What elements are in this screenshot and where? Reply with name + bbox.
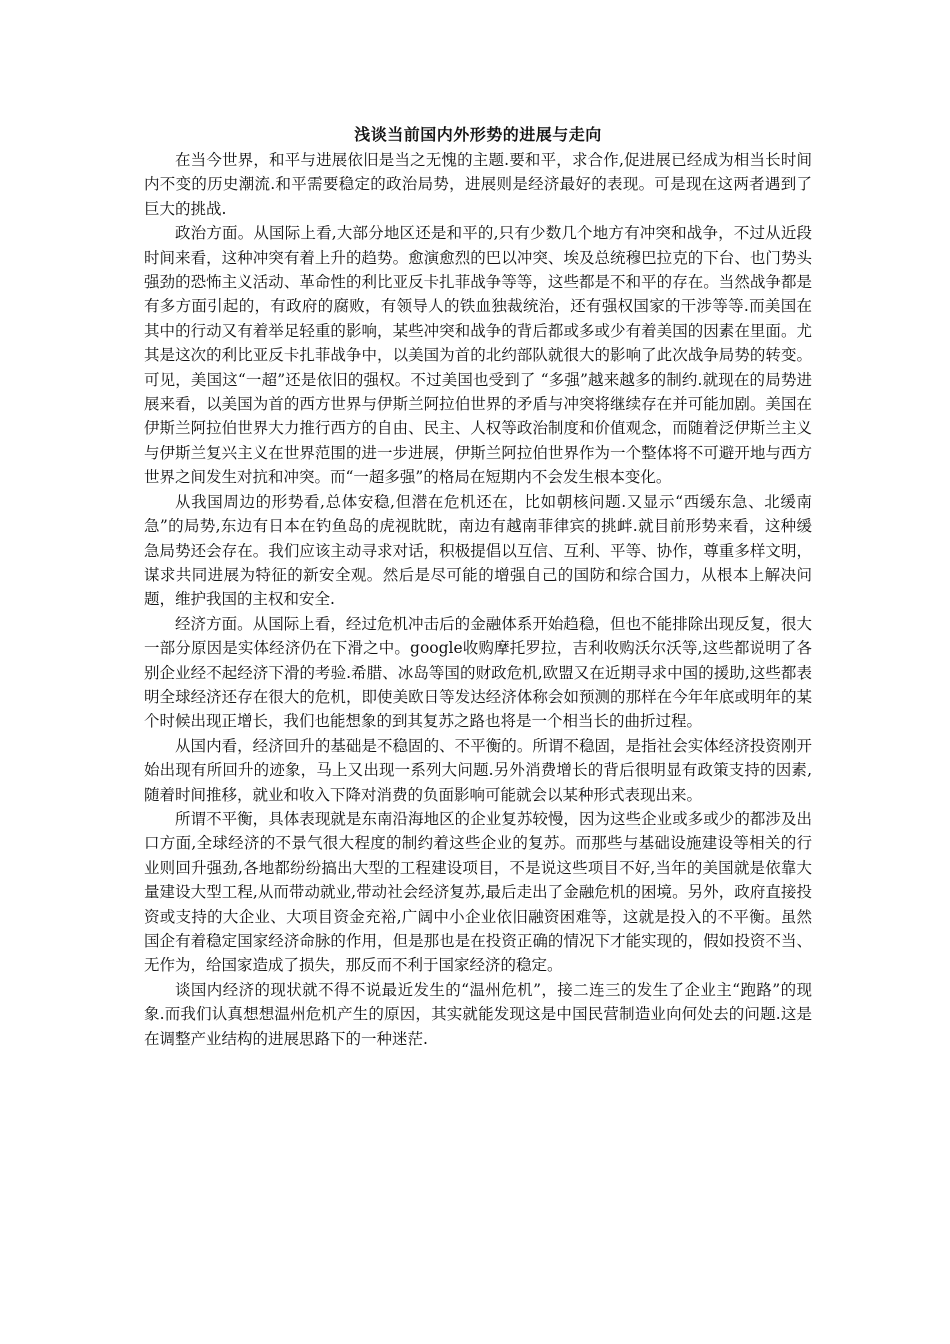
paragraph-intro: 在当今世界，和平与进展依旧是当之无愧的主题.要和平，求合作,促进展已经成为相当长时间内不变的历史潮流.和平需要稳定的政治局势，进展则是经济最好的表现。可是现在这两者遇到了巨大的挑战. xyxy=(144,151,812,218)
paragraph-economy-international: 经济方面。从国际上看，经过危机冲击后的金融体系开始趋稳，但也不能排除出现反复，很大一部分原因是实体经济仍在下滑之中。google收购摩托罗拉，吉利收购沃尔沃等,这些都说明了各别企业经不起经济下滑的考验.希腊、冰岛等国的财政危机,欧盟又在近期寻求中国的援助,这些都表明全球经济还存在很大的危机，即使美欧日等发达经济体称会如预测的那样在今年年底或明年的某个时候出现正增长，我们也能想象的到其复苏之路也将是一个相当长的曲折过程。 xyxy=(144,614,812,731)
paragraph-politics-international: 政治方面。从国际上看,大部分地区还是和平的,只有少数几个地方有冲突和战争，不过从近段时间来看，这种冲突有着上升的趋势。愈演愈烈的巴以冲突、埃及总统穆巴拉克的下台、也门势头强劲的恐怖主义活动、革命性的利比亚反卡扎菲战争等等，这些都是不和平的存在。当然战争都是有多方面引起的，有政府的腐败，有领导人的铁血独裁统治，还有强权国家的干涉等等.而美国在其中的行动又有着举足轻重的影响，某些冲突和战争的背后都或多或少有着美国的因素在里面。尤其是这次的利比亚反卡扎菲战争中，以美国为首的北约部队就很大的影响了此次战争局势的转变。可见，美国这“一超”还是依旧的强权。不过美国也受到了 “多强”越来越多的制约.就现在的局势进展来看，以美国为首的西方世界与伊斯兰阿拉伯世界的矛盾与冲突将继续存在并可能加剧。美国在伊斯兰阿拉伯世界大力推行西方的自由、民主、人权等政治制度和价值观念，而随着泛伊斯兰主义与伊斯兰复兴主义在世界范围的进一步进展，伊斯兰阿拉伯世界作为一个整体将不可避开地与西方世界之间发生对抗和冲突。而“一超多强”的格局在短期内不会发生根本变化。 xyxy=(144,224,812,487)
document-title: 浅谈当前国内外形势的进展与走向 xyxy=(354,125,602,144)
paragraph-imbalance: 所谓不平衡，具体表现就是东南沿海地区的企业复苏较慢，因为这些企业或多或少的都涉及出口方面,全球经济的不景气很大程度的制约着这些企业的复苏。而那些与基础设施建设等相关的行业则回升强劲,各地都纷纷搞出大型的工程建设项目，不是说这些项目不好,当年的美国就是依靠大量建设大型工程,从而带动就业,带动社会经济复苏,最后走出了金融危机的困境。另外，政府直接投资或支持的大企业、大项目资金充裕,广阔中小企业依旧融资困难等，这就是投入的不平衡。虽然国企有着稳定国家经济命脉的作用，但是那也是在投资正确的情况下才能实现的，假如投资不当、无作为，给国家造成了损失，那反而不利于国家经济的稳定。 xyxy=(144,809,812,975)
paragraph-politics-neighbors: 从我国周边的形势看,总体安稳,但潜在危机还在，比如朝核问题.又显示“西缓东急、北缓南急”的局势,东边有日本在钓鱼岛的虎视眈眈，南边有越南菲律宾的挑衅.就目前形势来看，这种缓急局势还会存在。我们应该主动寻求对话，积极提倡以互信、互利、平等、协作，尊重多样文明，谋求共同进展为特征的新安全观。然后是尽可能的增强自己的国防和综合国力，从根本上解决问题，维护我国的主权和安全. xyxy=(144,492,812,609)
paragraph-wenzhou-crisis: 谈国内经济的现状就不得不说最近发生的“温州危机”，接二连三的发生了企业主“跑路”的现象.而我们认真想想温州危机产生的原因，其实就能发现这是中国民营制造业向何处去的问题.这是在调整产业结构的进展思路下的一种迷茫. xyxy=(144,980,812,1048)
document-body xyxy=(144,124,812,1051)
paragraph-economy-domestic: 从国内看，经济回升的基础是不稳固的、不平衡的。所谓不稳固，是指社会实体经济投资刚开始出现有所回升的迹象，马上又出现一系列大问题.另外消费增长的背后很明显有政策支持的因素,随着时间推移，就业和收入下降对消费的负面影响可能就会以某种形式表现出来。 xyxy=(144,736,812,804)
